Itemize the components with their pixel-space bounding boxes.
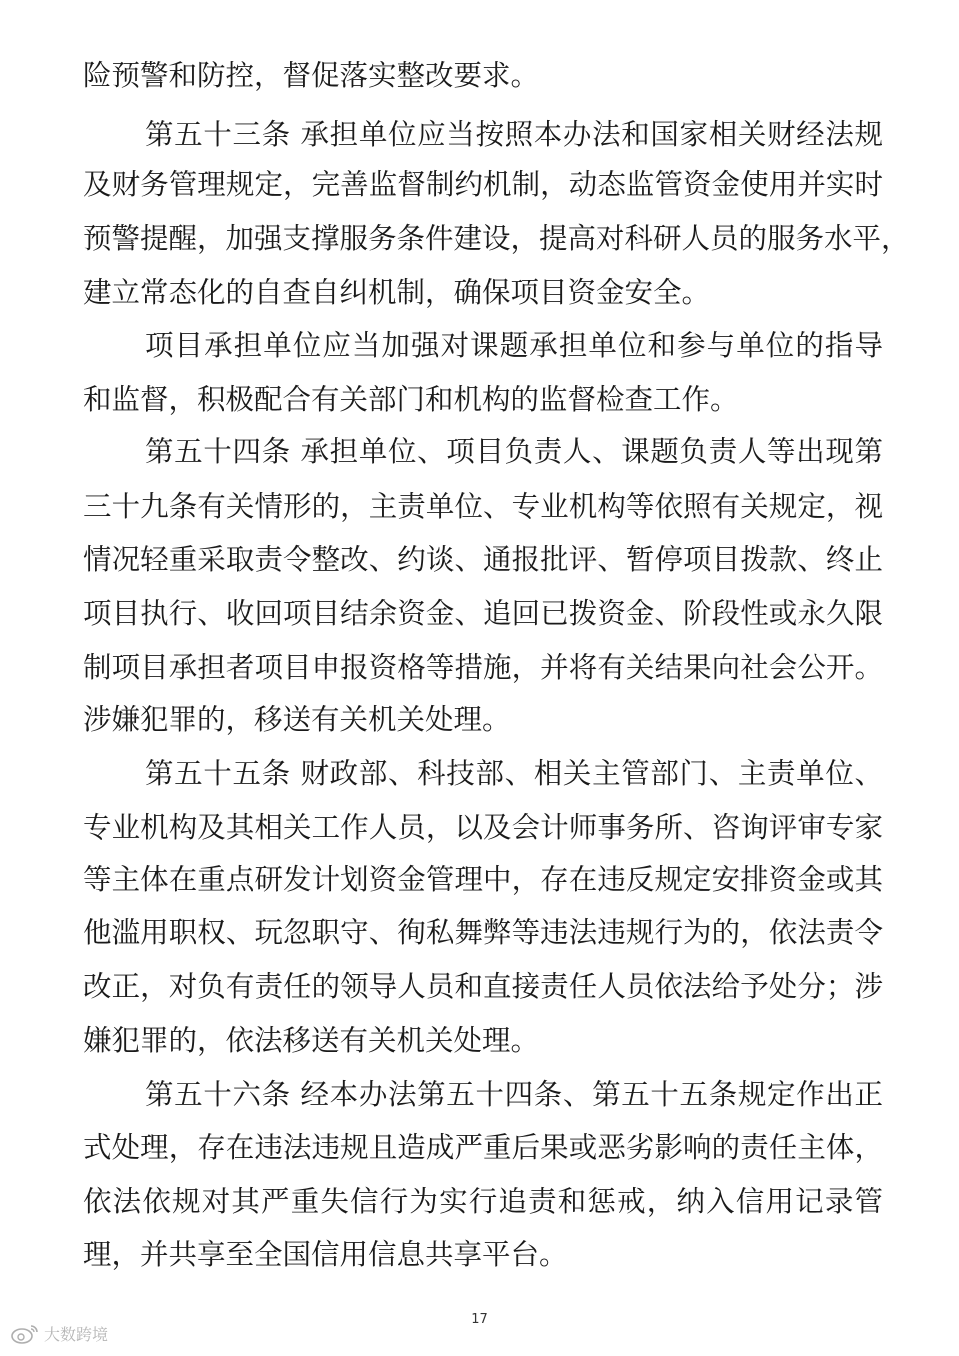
text-line: 式处理，存在违法违规且造成严重后果或恶劣影响的责任主体， xyxy=(83,1131,883,1164)
text-line: 等主体在重点研发计划资金管理中，存在违反规定安排资金或其 xyxy=(83,863,883,896)
text-line: 第五十三条 承担单位应当按照本办法和国家相关财经法规 xyxy=(145,118,883,151)
text-line: 依法依规对其严重失信行为实行追责和惩戒，纳入信用记录管 xyxy=(83,1185,883,1218)
text-line: 嫌犯罪的，依法移送有关机关处理。 xyxy=(83,1024,540,1057)
text-line: 第五十六条 经本办法第五十四条、第五十五条规定作出正 xyxy=(145,1078,883,1111)
page-number: 17 xyxy=(471,1312,488,1327)
text-line: 理，并共享至全国信用信息共享平台。 xyxy=(83,1238,568,1271)
text-line: 专业机构及其相关工作人员，以及会计师事务所、咨询评审专家 xyxy=(83,811,883,844)
watermark-text: 大数跨境 xyxy=(44,1325,109,1344)
text-line: 制项目承担者项目申报资格等措施，并将有关结果向社会公开。 xyxy=(83,651,883,684)
text-line: 三十九条有关情形的，主责单位、专业机构等依照有关规定，视 xyxy=(83,490,883,523)
text-line: 和监督，积极配合有关部门和机构的监督检查工作。 xyxy=(83,383,739,416)
text-line: 建立常态化的自查自纠机制，确保项目资金安全。 xyxy=(83,276,711,309)
text-line: 险预警和防控，督促落实整改要求。 xyxy=(83,59,540,92)
text-line: 项目承担单位应当加强对课题承担单位和参与单位的指导 xyxy=(145,329,883,362)
text-line: 预警提醒，加强支撑服务条件建设，提高对科研人员的服务水平， xyxy=(83,222,910,255)
text-line: 情况轻重采取责令整改、约谈、通报批评、暂停项目拨款、终止 xyxy=(83,543,883,576)
text-line: 及财务管理规定，完善监督制约机制，动态监管资金使用并实时 xyxy=(83,168,883,201)
text-line: 改正，对负有责任的领导人员和直接责任人员依法给予处分；涉 xyxy=(83,970,883,1003)
text-line: 项目执行、收回项目结余资金、追回已拨资金、阶段性或永久限 xyxy=(83,597,883,630)
weibo-logo-icon xyxy=(10,1323,40,1345)
watermark xyxy=(10,1322,108,1345)
text-line: 涉嫌犯罪的，移送有关机关处理。 xyxy=(83,703,511,736)
text-line: 第五十四条 承担单位、项目负责人、课题负责人等出现第 xyxy=(145,435,883,468)
text-line: 他滥用职权、玩忽职守、徇私舞弊等违法违规行为的，依法责令 xyxy=(83,916,883,949)
text-line: 第五十五条 财政部、科技部、相关主管部门、主责单位、 xyxy=(145,757,883,790)
